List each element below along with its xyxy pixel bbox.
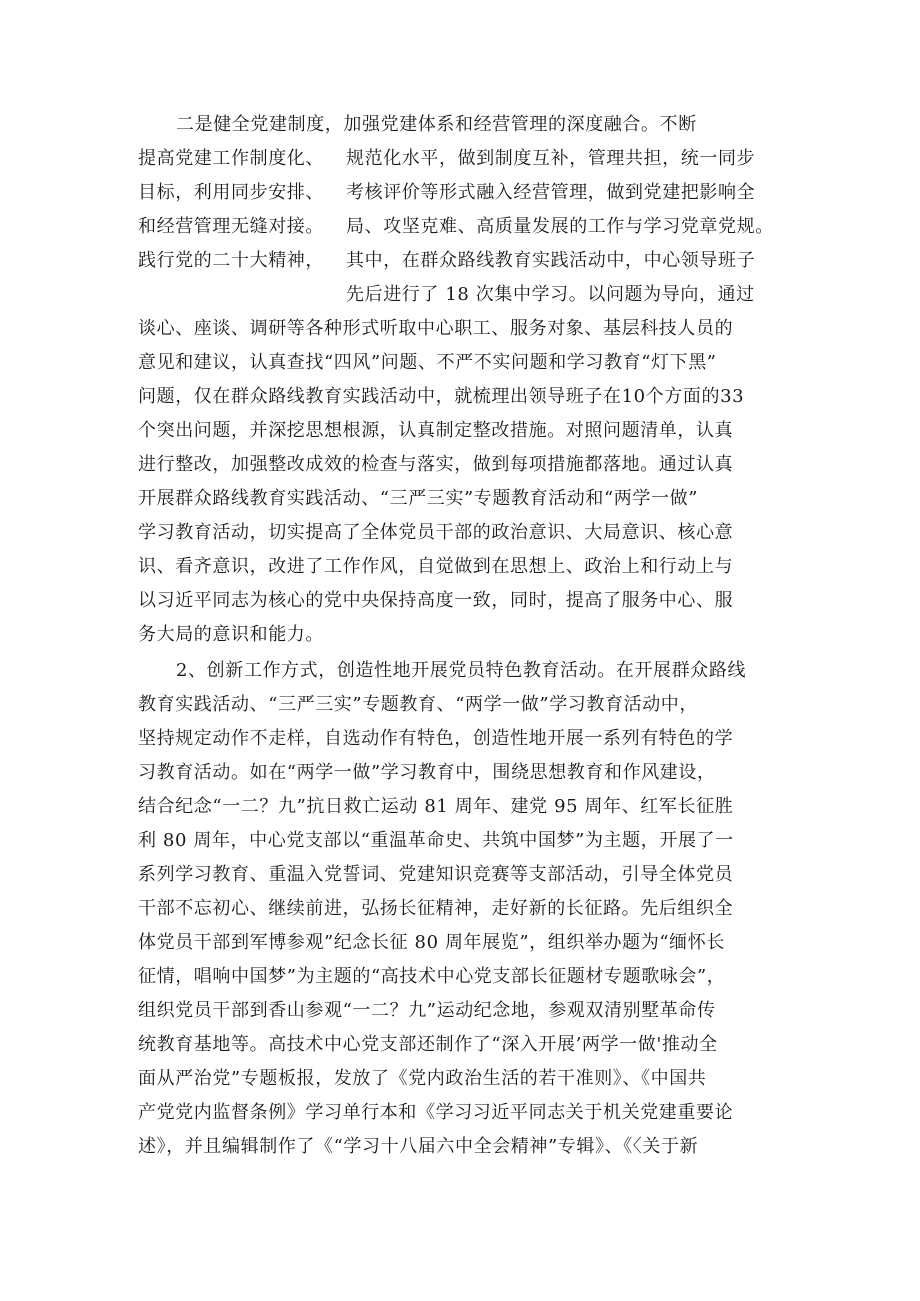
paragraph-1-left-column-line: 提高党建工作制度化、 xyxy=(138,148,324,169)
paragraph-1-line: 意见和建议，认真查找“四风”问题、不严不实问题和学习教育“灯下黑” xyxy=(138,352,717,373)
paragraph-1-line-1: 二是健全党建制度，加强党建体系和经营管理的深度融合。不断 xyxy=(176,114,697,135)
paragraph-1-left-column-line: 践行党的二十大精神， xyxy=(138,250,324,271)
paragraph-2-line: 组织党员干部到香山参观“一二？九”运动纪念地，参观双清别墅革命传 xyxy=(138,1000,716,1021)
paragraph-1-line: 学习教育活动，切实提高了全体党员干部的政治意识、大局意识、核心意 xyxy=(138,522,734,543)
paragraph-1-line: 谈心、座谈、调研等各种形式听取中心职工、服务对象、基层科技人员的 xyxy=(138,318,734,339)
paragraph-1-line: 进行整改，加强整改成效的检查与落实，做到每项措施都落地。通过认真 xyxy=(138,454,734,475)
paragraph-2-line: 系列学习教育、重温入党誓词、党建知识竞赛等支部活动，引导全体党员 xyxy=(138,864,734,885)
paragraph-2-line: 述》，并且编辑制作了《“学习十八届六中全会精神”专辑》、《〈关于新 xyxy=(138,1136,699,1157)
paragraph-2-line: 征情，唱响中国梦”为主题的“高技术中心党支部长征题材专题歌咏会”， xyxy=(138,966,726,987)
paragraph-1-line: 个突出问题，并深挖思想根源，认真制定整改措施。对照问题清单，认真 xyxy=(138,420,734,441)
paragraph-1-line: 务大局的意识和能力。 xyxy=(138,624,324,645)
paragraph-2-line: 统教育基地等。高技术中心党支部还制作了“深入开展’两学一做'推动全 xyxy=(138,1034,718,1055)
paragraph-2-line: 产党党内监督条例》学习单行本和《学习习近平同志关于机关党建重要论 xyxy=(138,1102,734,1123)
paragraph-2-line-first: 2、创新工作方式，创造性地开展党员特色教育活动。在开展群众路线 xyxy=(176,660,747,681)
paragraph-2-line: 利 80 周年，中心党支部以“重温革命史、共筑中国梦”为主题，开展了一 xyxy=(138,830,734,851)
paragraph-1-line: 以习近平同志为核心的党中央保持高度一致，同时，提高了服务中心、服 xyxy=(138,590,734,611)
paragraph-1-line: 识、看齐意识，改进了工作作风，自觉做到在思想上、政治上和行动上与 xyxy=(138,556,734,577)
paragraph-1-right-column-line: 考核评价等形式融入经营管理，做到党建把影响全 xyxy=(346,182,756,203)
paragraph-1-right-column-line: 局、攻坚克难、高质量发展的工作与学习党章党规。 xyxy=(346,216,774,237)
paragraph-1-left-column-line: 目标，利用同步安排、 xyxy=(138,182,324,203)
paragraph-1-right-column-line: 其中，在群众路线教育实践活动中，中心领导班子 xyxy=(346,250,756,271)
paragraph-1-right-column-line: 先后进行了 18 次集中学习。以问题为导向，通过 xyxy=(346,284,755,305)
paragraph-2-line: 面从严治党”专题板报，发放了《党内政治生活的若干准则》、《中国共 xyxy=(138,1068,707,1089)
paragraph-2-line: 坚持规定动作不走样，自选动作有特色，创造性地开展一系列有特色的学 xyxy=(138,728,734,749)
paragraph-1-line: 开展群众路线教育实践活动、“三严三实”专题教育活动和“两学一做” xyxy=(138,488,699,509)
paragraph-1-left-column-line: 和经营管理无缝对接。 xyxy=(138,216,324,237)
paragraph-1-line: 问题，仅在群众路线教育实践活动中，就梳理出领导班子在10个方面的33 xyxy=(138,386,745,407)
paragraph-1-right-column-line: 规范化水平，做到制度互补，管理共担，统一同步 xyxy=(346,148,756,169)
paragraph-2-line: 干部不忘初心、继续前进，弘扬长征精神，走好新的长征路。先后组织全 xyxy=(138,898,734,919)
paragraph-2-line: 教育实践活动、“三严三实”专题教育、“两学一做”学习教育活动中， xyxy=(138,694,699,715)
paragraph-2-line: 结合纪念“一二？九”抗日救亡运动 81 周年、建党 95 周年、红军长征胜 xyxy=(138,796,734,817)
paragraph-2-line: 体党员干部到军博参观”纪念长征 80 周年展览”，组织举办题为“缅怀长 xyxy=(138,932,725,953)
paragraph-2-line: 习教育活动。如在“两学一做”学习教育中，围绕思想教育和作风建设， xyxy=(138,762,716,783)
